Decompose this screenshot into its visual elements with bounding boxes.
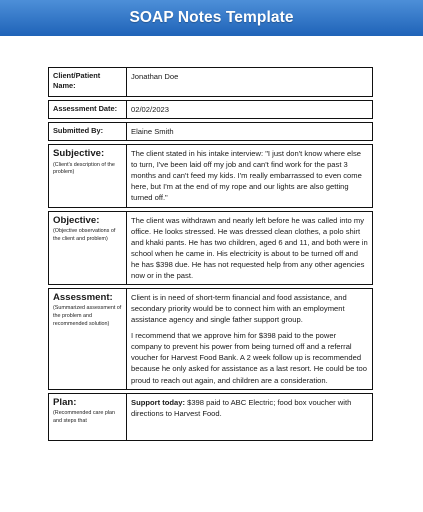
assessment-paragraph: I recommend that we approve him for $398 paid to the power company to prevent his power from being turned off and a referral voucher for Harvest Food Bank. A 2 week follow up is recommended because he only asked for assistance as a last resort. He could be too proud to reach out again, and children are a consideration. — [131, 331, 367, 385]
plan-hint: (Recommended care plan and steps that — [53, 410, 116, 424]
plan-body: $398 paid to ABC Electric; food box voucher with directions to Harvest Food. — [131, 397, 352, 418]
client-label-cell — [49, 68, 127, 97]
client-value[interactable]: Jonathan Doe — [127, 68, 373, 97]
subjective-label-cell — [49, 145, 127, 207]
assessment-row — [49, 289, 373, 390]
submitted-by-row — [49, 123, 373, 141]
plan-label-cell — [49, 393, 127, 440]
assessment-date-label-cell — [49, 101, 127, 119]
plan-row — [49, 393, 373, 440]
assessment-date-label: Assessment Date: — [53, 104, 118, 113]
assessment-text[interactable] — [127, 289, 373, 390]
assessment-hint: (Summarized assessment of the problem and recommended solution) — [53, 305, 122, 327]
assessment-label-cell — [49, 289, 127, 390]
subjective-label: Subjective: — [53, 148, 105, 160]
client-label: Client/Patient Name: — [53, 71, 101, 90]
subjective-text[interactable]: The client stated in his intake interview: "I just don't know where else to turn, I've been laid off my job and can't find work for the past 3 months and can't feed my kids. I'm really embarrassed to even come here, but I'm at the end of my rope and our lights are also getting turned off." — [127, 145, 373, 207]
client-row — [49, 68, 373, 97]
assessment-date-value[interactable]: 02/02/2023 — [127, 101, 373, 119]
plan-label: Plan: — [53, 396, 77, 408]
title-banner — [0, 0, 423, 36]
objective-text[interactable]: The client was withdrawn and nearly left before he was called into my office. He looks stressed. He was dressed clean clothes, a polo shirt and khaki pants. He has two children, aged 6 and 11, and both were in school when he came in. His electricity is about to be turned off and he has $398 due. He has not requested help from any other agencies now or in the past. — [127, 211, 373, 284]
assessment-paragraph: Client is in need of short-term financial and food assistance, and secondary priority would be to connect him with an employment assistance agency and single father support group. — [131, 293, 347, 325]
soap-notes-form — [48, 67, 373, 441]
submitted-by-label: Submitted By: — [53, 126, 104, 136]
objective-label-cell — [49, 211, 127, 284]
objective-hint: (Objective observations of the client and problem) — [53, 228, 116, 242]
plan-lead: Support today: — [131, 397, 185, 407]
plan-text[interactable] — [127, 393, 373, 440]
submitted-by-label-cell — [49, 123, 127, 141]
assessment-date-row — [49, 101, 373, 119]
submitted-by-value[interactable]: Elaine Smith — [127, 123, 373, 141]
assessment-label: Assessment: — [53, 292, 113, 304]
subjective-row — [49, 145, 373, 207]
page-title: SOAP Notes Template — [129, 9, 294, 26]
objective-row — [49, 211, 373, 284]
objective-label: Objective: — [53, 214, 100, 226]
subjective-hint: (Client's description of the problem) — [53, 161, 115, 176]
